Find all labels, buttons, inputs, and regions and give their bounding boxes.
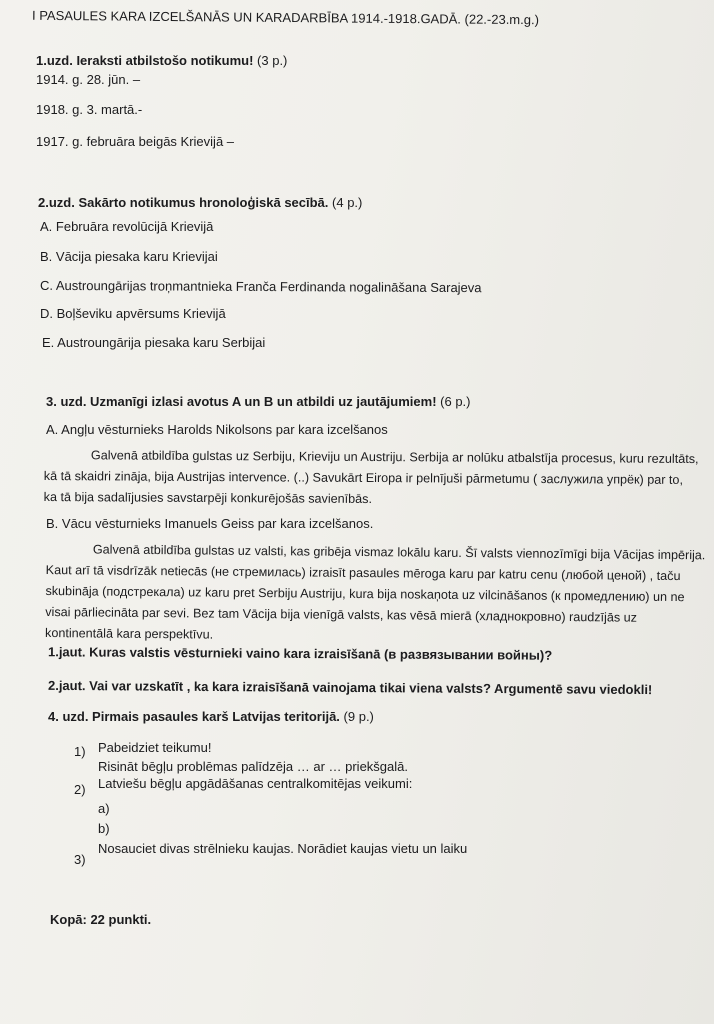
task2-item-d: D. Boļševiku apvērsums Krievijā — [40, 306, 226, 321]
task1-heading — [36, 53, 287, 69]
source-b-line: visai pārliecināta par sevi. Bez tam Vācija bija vienīgā valsts, kas vēsā mierā (хладнокровно) raudzījās uz — [45, 604, 638, 625]
source-b-title: B. Vācu vēsturnieks Imanuels Geiss par kara izcelšanos. — [46, 516, 374, 531]
task4-item-2-line-1: Latviešu bēgļu apgādāšanas centralkomitējas veikumi: — [98, 776, 413, 791]
task1-item-1: 1914. g. 28. jūn. – — [36, 72, 141, 87]
source-a-line: ka tā bija sadalījusies savstarpēji konkurējošās savienībās. — [43, 489, 373, 507]
task4-item-3-line-1: Nosauciet divas strēlnieku kaujas. Norādiet kaujas vietu un laiku — [98, 841, 468, 856]
question-2: 2.jaut. Vai var uzskatīt , ka kara izraisīšanā vainojama tikai viena valsts? Argumentē savu viedokli! — [47, 677, 653, 698]
task1-item-2: 1918. g. 3. martā.- — [36, 102, 143, 117]
task4-item-1-line-2: Risināt bēgļu problēmas palīdzēja … ar … priekšgalā. — [98, 759, 408, 774]
task2-item-a: A. Februāra revolūcijā Krievijā — [40, 219, 214, 234]
task4-heading — [48, 709, 374, 725]
source-a-line: kā tā skaidri zināja, bija Austrijas intervence. (..) Savukārt Eiropa ir pelnījuši pārmetumu ( заслужила упрёк) par to, — [43, 468, 684, 487]
task2-heading-text: 2.uzd. Sakārto notikumus hronoloģiskā secībā. — [38, 195, 329, 210]
task2-points: (4 p.) — [332, 195, 363, 210]
page-title: I PASAULES KARA IZCELŠANĀS UN KARADARBĪBA 1914.-1918.GADĀ. (22.-23.m.g.) — [31, 7, 540, 28]
question-1: 1.jaut. Kuras valstis vēsturnieki vaino kara izraisīšanā (в развязывании войны)? — [47, 644, 553, 663]
source-a-line: Galvenā atbildība gulstas uz Serbiju, Krieviju un Austriju. Serbija ar nolūku atbalstīja procesus, kuru rezultāts, — [90, 448, 699, 466]
task4-heading-text: 4. uzd. Pirmais pasaules karš Latvijas teritorijā. — [48, 709, 340, 724]
source-b-line: Galvenā atbildība gulstas uz valsti, kas gribēja vismaz lokālu karu. Šī valsts viennozīmīgi bija Vācijas impērija. — [92, 542, 706, 563]
task4-item-2-line-a: a) — [98, 801, 110, 816]
task3-points: (6 p.) — [440, 394, 471, 409]
task1-item-3: 1917. g. februāra beigās Krievijā – — [36, 134, 235, 149]
task2-item-c: C. Austroungārijas troņmantnieka Franča Ferdinanda nogalināšana Sarajeva — [39, 277, 482, 296]
task4-item-1-line-1: Pabeidziet teikumu! — [98, 740, 212, 755]
task2-heading — [38, 195, 362, 211]
task1-points: (3 p.) — [257, 53, 288, 68]
task4-item-2-number: 2) — [74, 782, 86, 797]
source-b-text — [45, 539, 706, 650]
task3-heading-text: 3. uzd. Uzmanīgi izlasi avotus A un B un atbildi uz jautājumiem! — [46, 394, 437, 409]
total-points: Kopā: 22 punkti. — [50, 912, 152, 927]
task4-item-2-line-b: b) — [98, 821, 110, 836]
source-b-line: kontinentālā kara perspektīvu. — [45, 625, 214, 642]
task4-points: (9 p.) — [343, 709, 374, 724]
source-b-line: skubināja (подстрекала) uz karu pret Serbiju Austriju, kura bija noskaņota uz vilcināšanos (к промедлению) un ne — [45, 583, 685, 605]
task2-item-b: B. Vācija piesaka karu Krievijai — [40, 249, 218, 264]
task3-heading — [46, 394, 471, 410]
source-b-line: Kaut arī tā visdrīzāk netiecās (не стремилась) izraisīt pasaules mēroga karu par katru cenu (любой ценой) , taču — [45, 562, 681, 584]
task2-item-e: E. Austroungārija piesaka karu Serbijai — [42, 335, 266, 350]
source-a-title: A. Angļu vēsturnieks Harolds Nikolsons par kara izcelšanos — [46, 422, 388, 437]
task1-heading-text: 1.uzd. Ieraksti atbilstošo notikumu! — [36, 53, 254, 68]
source-a-text — [44, 445, 704, 512]
task4-item-3-number: 3) — [74, 852, 86, 867]
task4-item-1-number: 1) — [74, 744, 86, 759]
